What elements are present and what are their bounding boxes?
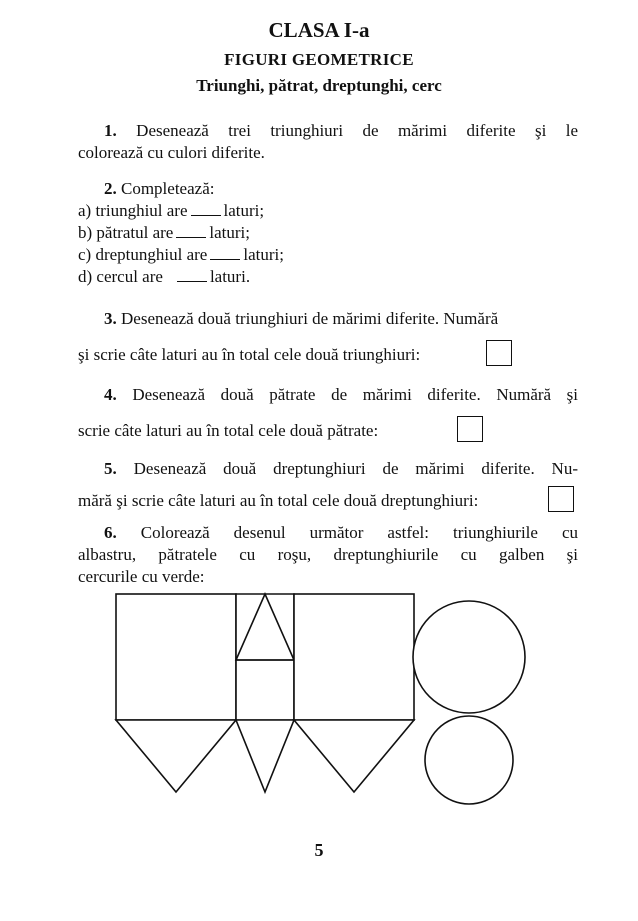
ex5-answer-box[interactable] bbox=[548, 486, 574, 512]
ex6-text-1: Colorează desenul următor astfel: triunghiurile cu bbox=[140, 523, 579, 542]
ex3-text-1: Desenează două triunghiuri de mărimi diferite. Numără bbox=[121, 309, 499, 328]
ex2-item-d-post: laturi. bbox=[209, 267, 251, 286]
ex4-text-1: Desenează două pătrate de mărimi diferite. Numără şi bbox=[132, 385, 578, 404]
left-bottom-triangle[interactable] bbox=[116, 720, 236, 792]
left-square[interactable] bbox=[116, 594, 236, 720]
ex2-item-c-pre: c) dreptunghiul are bbox=[78, 245, 208, 264]
ex2-item-c-post: laturi; bbox=[243, 245, 284, 264]
ex1-line2: colorează cu culori diferite. bbox=[78, 143, 265, 162]
blank-line[interactable] bbox=[191, 201, 221, 216]
ex1-text-1: Desenează trei triunghiuri de mărimi diferite şi le bbox=[136, 121, 578, 140]
right-bottom-triangle[interactable] bbox=[294, 720, 414, 792]
ex6-line1 bbox=[78, 522, 578, 544]
ex4-line2: scrie câte laturi au în total cele două pătrate: bbox=[78, 421, 379, 440]
blank-line[interactable] bbox=[176, 223, 206, 238]
ex2-item-b-pre: b) pătratul are bbox=[78, 223, 174, 242]
blank-line[interactable] bbox=[177, 267, 207, 282]
ex2-item-a-post: laturi; bbox=[223, 201, 265, 220]
ex2-item-d bbox=[78, 266, 578, 288]
blank-line[interactable] bbox=[210, 245, 240, 260]
ex2-item-c bbox=[78, 244, 578, 266]
ex6-line3: cercurile cu verde: bbox=[78, 567, 205, 586]
topic-title: Triunghi, pătrat, dreptunghi, cerc bbox=[196, 76, 442, 95]
ex6-number: 6. bbox=[104, 523, 117, 542]
ex5-line2: mără şi scrie câte laturi au în total cele două dreptunghiuri: bbox=[78, 491, 479, 510]
page-title: CLASA I-a bbox=[268, 18, 370, 42]
right-square[interactable] bbox=[294, 594, 414, 720]
ex2-item-d-pre: d) cercul are bbox=[78, 267, 163, 286]
ex5-line1 bbox=[78, 458, 578, 480]
ex2-number: 2. bbox=[104, 179, 117, 198]
ex1-line1 bbox=[78, 120, 578, 142]
ex3-line1 bbox=[78, 308, 578, 330]
page-number: 5 bbox=[314, 840, 324, 860]
ex4-number: 4. bbox=[104, 385, 117, 404]
ex3-number: 3. bbox=[104, 309, 117, 328]
chapter-title: FIGURI GEOMETRICE bbox=[224, 50, 414, 69]
small-circle[interactable] bbox=[425, 716, 513, 804]
ex2-item-a bbox=[78, 200, 578, 222]
middle-bottom-triangle[interactable] bbox=[236, 720, 294, 792]
ex4-line1 bbox=[78, 384, 578, 406]
ex2-intro: Completează: bbox=[121, 179, 215, 198]
ex5-text-1: Desenează două dreptunghiuri de mărimi diferite. Nu- bbox=[133, 459, 578, 478]
ex5-number: 5. bbox=[104, 459, 117, 478]
ex2-item-b-post: laturi; bbox=[209, 223, 250, 242]
ex6-line2: albastru, pătratele cu roşu, dreptunghiurile cu galben şi bbox=[78, 545, 578, 564]
large-circle[interactable] bbox=[413, 601, 525, 713]
ex2-item-b bbox=[78, 222, 578, 244]
ex1-number: 1. bbox=[104, 121, 117, 140]
ex4-answer-box[interactable] bbox=[457, 416, 483, 442]
ex2-intro-line bbox=[78, 178, 578, 200]
ex3-answer-box[interactable] bbox=[486, 340, 512, 366]
geometric-figures-drawing bbox=[100, 580, 540, 820]
ex3-line2: şi scrie câte laturi au în total cele două triunghiuri: bbox=[78, 345, 421, 364]
ex2-item-a-pre: a) triunghiul are bbox=[78, 201, 188, 220]
